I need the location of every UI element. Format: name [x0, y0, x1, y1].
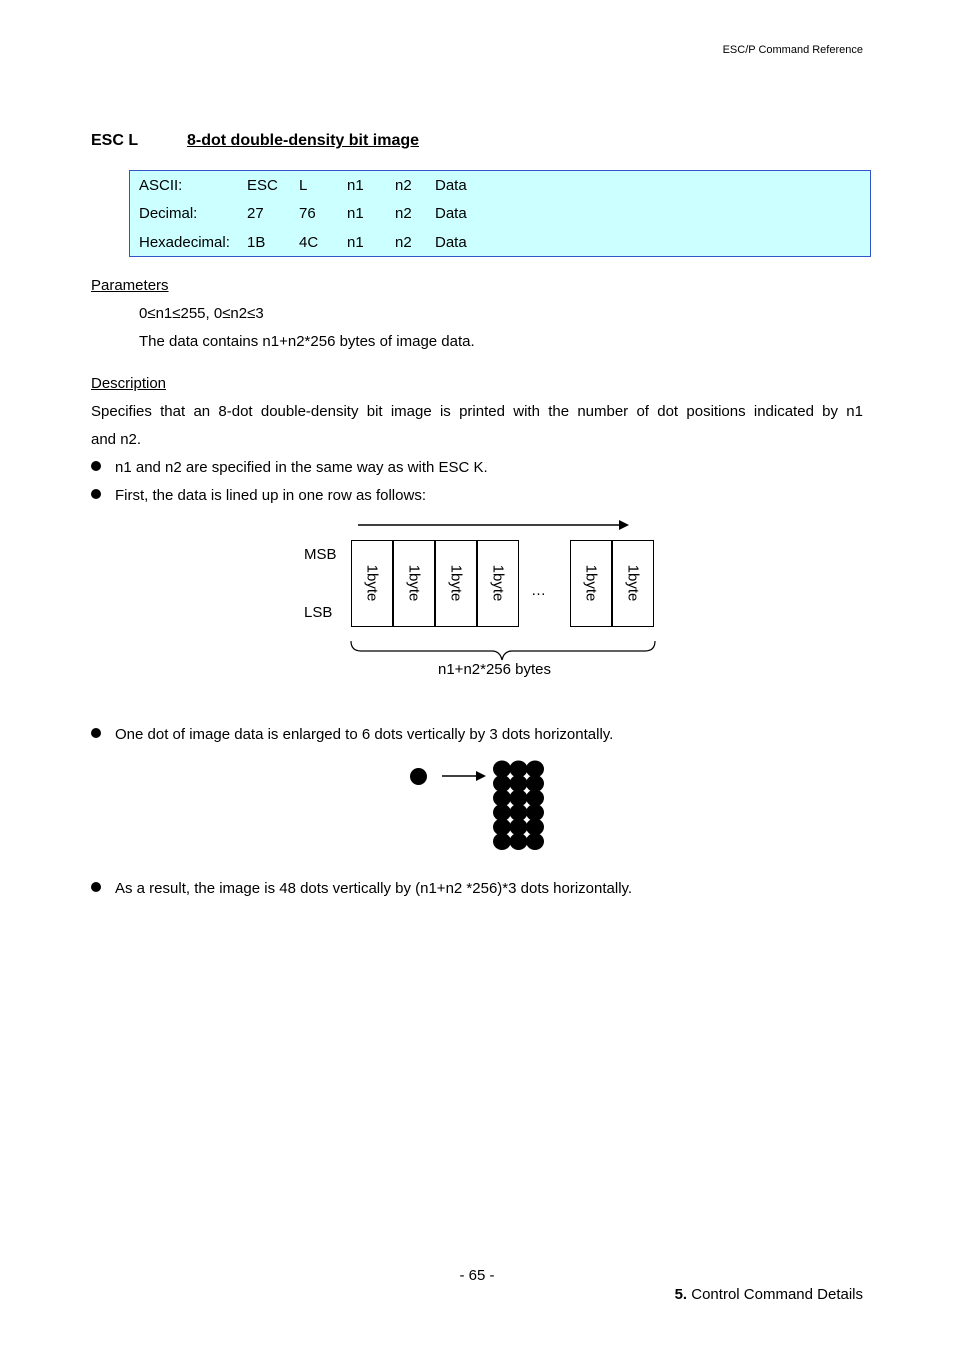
direction-arrow-head-icon: [619, 520, 629, 530]
bullet-item: [91, 459, 488, 476]
chapter-title: Control Command Details: [687, 1286, 863, 1303]
syntax-cell: n1: [347, 177, 364, 194]
enlarged-dot-icon: [526, 833, 544, 850]
enlarged-dot-icon: [493, 833, 511, 850]
enlarged-dot-grid: [493, 761, 544, 851]
bullet-item: [91, 880, 632, 897]
description-text-line2: and n2.: [91, 431, 142, 448]
total-bytes-label: n1+n2*256 bytes: [438, 661, 552, 678]
syntax-cell: n1: [347, 205, 364, 222]
parameters-heading: Parameters: [91, 277, 169, 294]
enlarged-dot-icon: [526, 819, 544, 836]
page-number: - 65 -: [459, 1267, 495, 1284]
syntax-cell: n2: [395, 177, 412, 194]
syntax-cell: n1: [347, 234, 364, 251]
enlarged-dot-icon: [493, 819, 511, 836]
description-heading: Description: [91, 375, 167, 392]
syntax-cell: n2: [395, 205, 412, 222]
enlarged-dot-icon: [526, 790, 544, 807]
enlarged-dot-icon: [510, 775, 528, 792]
byte-cell: [435, 540, 477, 627]
enlarged-dot-icon: [493, 775, 511, 792]
enlarged-dot-icon: [526, 775, 544, 792]
parameter-data-note: The data contains n1+n2*256 bytes of image data.: [139, 333, 475, 350]
byte-cell: [612, 540, 654, 627]
bullet-dot-icon: [91, 728, 101, 738]
syntax-cell: 76: [299, 205, 316, 222]
byte-cell: [477, 540, 519, 627]
byte-label: 1byte: [405, 564, 423, 602]
syntax-cell: ESC: [247, 177, 278, 194]
brace-icon: [351, 641, 655, 660]
lsb-label: LSB: [304, 604, 333, 621]
byte-label: 1byte: [489, 564, 507, 602]
enlarged-dot-icon: [510, 804, 528, 821]
section-title: [91, 132, 419, 150]
syntax-cell: 27: [247, 205, 264, 222]
dot-enlargement-diagram: [400, 755, 560, 855]
source-dot-icon: [410, 768, 427, 785]
syntax-label: ASCII:: [139, 177, 183, 194]
enlarged-dot-icon: [526, 761, 544, 778]
bullet-item: [91, 726, 613, 743]
enlarged-dot-icon: [493, 804, 511, 821]
ellipsis: …: [531, 582, 546, 599]
description-text-line1: Specifies that an 8-dot double-density bit image is printed with the number of dot positions indicated by n1: [91, 403, 863, 420]
syntax-cell: L: [299, 177, 308, 194]
byte-label: 1byte: [447, 564, 465, 602]
bullet-item: [91, 487, 426, 504]
enlarged-dot-icon: [510, 819, 528, 836]
syntax-cell: 4C: [299, 234, 319, 251]
syntax-cell: Data: [435, 234, 467, 251]
chapter-number: 5.: [674, 1286, 688, 1303]
syntax-cell: Data: [435, 205, 467, 222]
syntax-cell: Data: [435, 177, 467, 194]
msb-label: MSB: [304, 546, 337, 563]
byte-label: 1byte: [363, 564, 381, 602]
bullet-dot-icon: [91, 882, 101, 892]
bullet-text: One dot of image data is enlarged to 6 dots vertically by 3 dots horizontally.: [115, 726, 614, 743]
byte-label: 1byte: [582, 564, 600, 602]
byte-cell: [351, 540, 393, 627]
bullet-dot-icon: [91, 461, 101, 471]
chapter-footer: [675, 1286, 863, 1303]
byte-cell: [570, 540, 612, 627]
enlarged-dot-icon: [510, 833, 528, 850]
enlarged-dot-icon: [510, 790, 528, 807]
enlarged-dot-icon: [493, 761, 511, 778]
syntax-label: Decimal:: [139, 205, 198, 222]
syntax-cell: n2: [395, 234, 412, 251]
bullet-text: n1 and n2 are specified in the same way as with ESC K.: [115, 459, 488, 476]
running-header: ESC/P Command Reference: [722, 44, 863, 56]
bullet-text: As a result, the image is 48 dots vertically by (n1+n2 *256)*3 dots horizontally.: [115, 880, 633, 897]
enlarged-dot-icon: [526, 804, 544, 821]
syntax-cell: 1B: [247, 234, 266, 251]
enlarge-arrow-head-icon: [476, 771, 486, 781]
syntax-label: Hexadecimal:: [139, 234, 230, 251]
command-name: ESC L: [91, 132, 139, 149]
command-description: 8-dot double-density bit image: [187, 132, 420, 149]
bullet-text: First, the data is lined up in one row as follows:: [115, 487, 426, 504]
byte-cell: [393, 540, 435, 627]
parameter-range: 0≤n1≤255, 0≤n2≤3: [139, 305, 264, 322]
enlarged-dot-icon: [493, 790, 511, 807]
command-syntax-box: [129, 170, 871, 257]
bullet-dot-icon: [91, 489, 101, 499]
byte-label: 1byte: [624, 564, 642, 602]
enlarged-dot-icon: [510, 761, 528, 778]
